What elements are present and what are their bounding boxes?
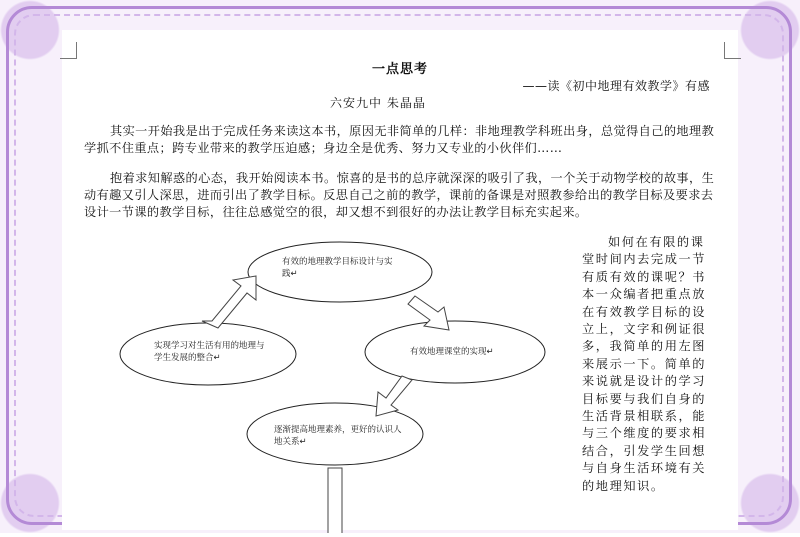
document-author: 六安九中 朱晶晶 [330, 96, 426, 110]
cycle-diagram [110, 238, 570, 533]
diagram-node-left-label: 实现学习对生活有用的地理与学生发展的整合↵ [154, 341, 265, 363]
cycle-diagram-shapes [110, 238, 570, 533]
diagram-node-bottom-label: 逐渐提高地理素养，更好的认识人地关系↵ [274, 425, 402, 447]
crop-mark-top-left [60, 42, 77, 59]
side-paragraph: 如何在有限的课堂时间内去完成一节有质有效的课呢？书本一众编者把重点放在有效教学目标的设立上，文字和例证很多，我简单的用左图来展示一下。简单的来说就是设计的学习目标要与我们自身的生活背景相联系，能与三个维度的要求相结合，引发学生回想与自身生活环境有关的地理知识。 [582, 235, 707, 493]
arrow-right-to-bottom [376, 376, 412, 416]
diagram-node-top-label: 有效的地理教学目标设计与实践↵ [282, 257, 393, 279]
document-title: 一点思考 [371, 62, 428, 77]
paragraph-2: 抱着求知解惑的心态，我开始阅读本书。惊喜的是书的总序就深深的吸引了我，一个关于动物学校的故事，生动有趣又引人深思，进而引出了教学目标。反思自己之前的教学，课前的备课是对照教参给出的教学目标及要求去设计一节课的教学目标，往往总感觉空的很，却又想不到很好的办法让教学目标充实起来。 [84, 171, 715, 219]
diagram-node-right-label: 有效地理课堂的实现↵ [410, 347, 494, 357]
document-subtitle: ——读《初中地理有效教学》有感 [522, 79, 710, 93]
crop-mark-top-right [724, 42, 741, 59]
paragraph-1: 其实一开始我是出于完成任务来读这本书，原因无非简单的几样：非地理教学科班出身，总觉得自己的地理教学抓不住重点；跨专业带来的教学压迫感；身边全是优秀、努力又专业的小伙伴们…… [84, 124, 715, 155]
arrow-bottom-stem [328, 468, 342, 533]
arrow-left-to-top [202, 276, 256, 328]
